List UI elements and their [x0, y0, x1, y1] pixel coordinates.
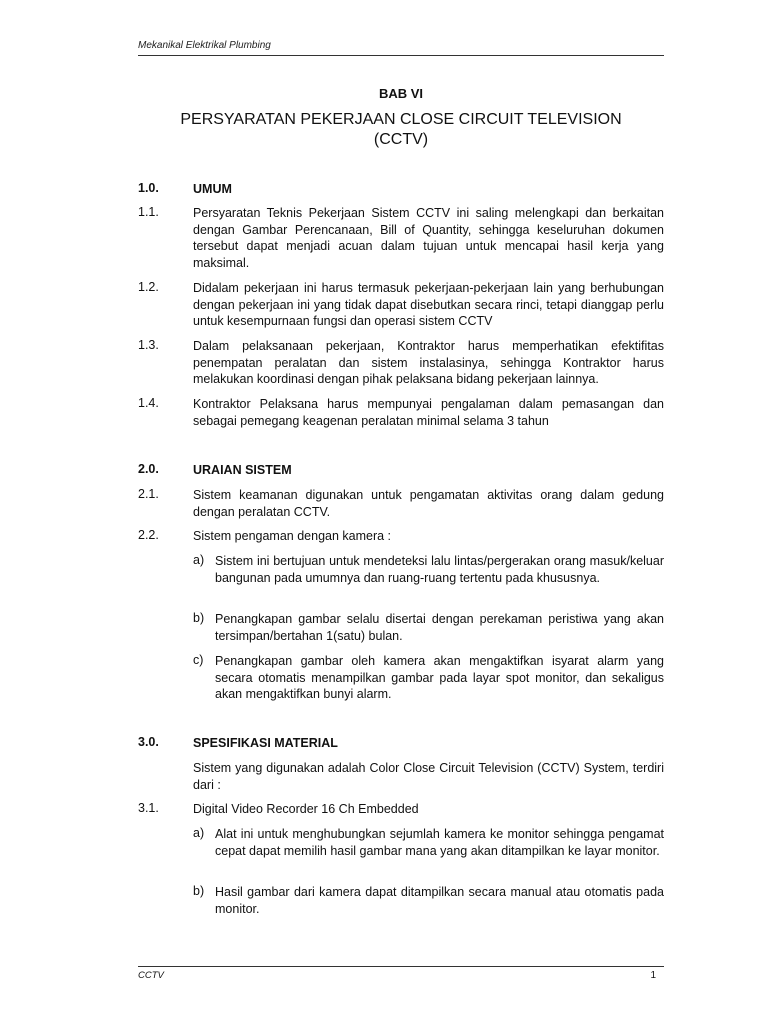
- list-item-2-2-c: [193, 653, 664, 703]
- section-number: 2.0.: [138, 462, 159, 476]
- document-title: [138, 110, 664, 150]
- list-text: Sistem ini bertujuan untuk mendeteksi lalu lintas/pergerakan orang masuk/keluar bangunan pada umumnya dan ruang-ruang tertentu pada khususnya.: [215, 554, 664, 585]
- chapter-label: BAB VI: [378, 86, 424, 101]
- list-label: c): [193, 653, 204, 667]
- paragraph-number: 3.1.: [138, 801, 159, 815]
- paragraph-3-1: [138, 801, 664, 818]
- paragraph-1-4: [138, 396, 664, 429]
- paragraph-text: Sistem pengaman dengan kamera :: [193, 529, 392, 543]
- list-text: Penangkapan gambar oleh kamera akan mengaktifkan isyarat alarm yang secara otomatis menampilkan gambar pada layar spot monitor, dan sekaligus akan mengaktifkan bunyi alarm.: [215, 654, 664, 702]
- paragraph-text: Sistem keamanan digunakan untuk pengamatan aktivitas orang dalam gedung dengan peralatan CCTV.: [193, 488, 664, 519]
- running-footer: CCTV: [138, 970, 164, 981]
- paragraph-text: Persyaratan Teknis Pekerjaan Sistem CCTV ini saling melengkapi dan berkaitan dengan Gambar Perencanaan, Bill of Quantity, sehingga keseluruhan dokumen tersebut dapat menjadi acuan dalam tujuan untuk mencapai hasil kerja yang maksimal.: [193, 206, 664, 271]
- paragraph-text: Didalam pekerjaan ini harus termasuk pekerjaan-pekerjaan lain yang berhubungan dengan pekerjaan ini yang tidak dapat disebutkan secara rinci, tetapi dianggap perlu untuk kesempurnaan fungsi dan operasi sistem CCTV: [193, 281, 664, 329]
- section-title: URAIAN SISTEM: [193, 463, 292, 477]
- section-3: [138, 735, 664, 752]
- paragraph-1-2: [138, 280, 664, 330]
- section-number: 1.0.: [138, 181, 159, 195]
- section-heading: [138, 462, 664, 479]
- paragraph-2-1: [138, 487, 664, 520]
- list-label: a): [193, 553, 205, 567]
- paragraph-text: Dalam pelaksanaan pekerjaan, Kontraktor harus memperhatikan efektifitas penempatan peralatan dan sistem instalasinya, sehingga Kontraktor harus melakukan koordinasi dengan pihak pelaksana bidang pekerjaan lainnya.: [193, 339, 664, 387]
- header-rule: [138, 55, 664, 56]
- section-1: [138, 181, 664, 198]
- list-item-3-1-b: [193, 884, 664, 917]
- paragraph-number: 1.4.: [138, 396, 159, 410]
- section-title: SPESIFIKASI MATERIAL: [193, 736, 338, 750]
- title-line-2: (CCTV): [373, 131, 429, 148]
- running-header: Mekanikal Elektrikal Plumbing: [138, 40, 271, 51]
- paragraph-number: 1.2.: [138, 280, 159, 294]
- paragraph-1-1: [138, 205, 664, 272]
- title-line-1: PERSYARATAN PEKERJAAN CLOSE CIRCUIT TELEVISION: [180, 111, 622, 128]
- list-text: Penangkapan gambar selalu disertai dengan perekaman peristiwa yang akan tersimpan/bertahan 1(satu) bulan.: [215, 612, 664, 643]
- paragraph-1-3: [138, 338, 664, 388]
- list-item-3-1-a: [193, 826, 664, 859]
- section-3-intro: [193, 760, 664, 793]
- paragraph-number: 2.1.: [138, 487, 159, 501]
- paragraph-text: Digital Video Recorder 16 Ch Embedded: [193, 802, 419, 816]
- footer-rule: [138, 966, 664, 967]
- paragraph-2-2: [138, 528, 664, 545]
- list-text: Alat ini untuk menghubungkan sejumlah kamera ke monitor sehingga pengamat cepat dapat memilih hasil gambar mana yang akan ditampilkan ke layar monitor.: [215, 827, 664, 858]
- section-2: [138, 462, 664, 479]
- list-text: Hasil gambar dari kamera dapat ditampilkan secara manual atau otomatis pada monitor.: [215, 885, 664, 916]
- section-heading: [138, 181, 664, 198]
- intro-text: Sistem yang digunakan adalah Color Close Circuit Television (CCTV) System, terdiri dari :: [193, 761, 664, 792]
- section-title: UMUM: [193, 182, 232, 196]
- paragraph-number: 1.3.: [138, 338, 159, 352]
- section-heading: [138, 735, 664, 752]
- paragraph-text: Kontraktor Pelaksana harus mempunyai pengalaman dalam pemasangan dan sebagai pemegang keagenan peralatan minimal selama 3 tahun: [193, 397, 664, 428]
- list-item-2-2-b: [193, 611, 664, 644]
- paragraph-number: 1.1.: [138, 205, 159, 219]
- list-label: b): [193, 884, 205, 898]
- list-label: b): [193, 611, 205, 625]
- list-item-2-2-a: [193, 553, 664, 586]
- paragraph-number: 2.2.: [138, 528, 159, 542]
- page-number: 1: [650, 970, 656, 981]
- section-number: 3.0.: [138, 735, 159, 749]
- list-label: a): [193, 826, 205, 840]
